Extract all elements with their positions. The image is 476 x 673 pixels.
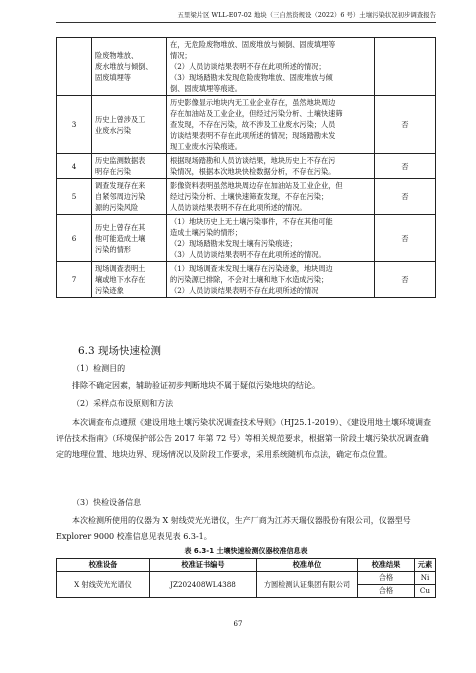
finding-cell [167, 38, 375, 96]
table-row [57, 215, 436, 262]
criterion-cell-line: 污染迹象 [95, 286, 124, 295]
criterion-cell [92, 179, 167, 215]
criterion-cell-line: 历史上曾存在其 [95, 222, 146, 232]
finding-cell-line: 影像资料表明虽然地块周边存在加油站及工业企业，但 [170, 181, 343, 190]
element-cell: Ni [415, 572, 436, 585]
page-header: 五里梁片区 WLL-E07-02 地块（三自然资规设（2022）6 号）土壤污染状况初步调查报告 [177, 11, 436, 19]
col-header-cert: 校准证书编号 [150, 559, 257, 572]
table-row [57, 154, 436, 179]
criterion-cell-line: 废水堆放与倾倒、 [95, 62, 153, 71]
result-cell: 合格 [358, 572, 415, 585]
answer-cell: 否 [375, 154, 436, 179]
criterion-cell-line: 固废填埋等 [95, 73, 131, 82]
row-number: 4 [57, 154, 92, 179]
row-number: 6 [57, 215, 92, 262]
finding-cell-line: （1）地块历史上无土壤污染事件，不存在其他可能 [170, 217, 333, 226]
criterion-cell-line: 调查发现存在来 [95, 181, 146, 190]
criterion-cell [92, 215, 167, 262]
finding-cell-line: 染情况，根据本次地块快检数据分析，不存在污染。 [170, 167, 336, 176]
table-row [57, 96, 436, 154]
header-rule [56, 22, 436, 23]
finding-cell-line: 倒、固废填埋等痕迹。 [170, 84, 242, 93]
criterion-cell [92, 38, 167, 96]
cert-cell: JZ202408WL4388 [150, 572, 257, 598]
col-header-result: 校准结果 [358, 559, 415, 572]
row-number: 7 [57, 262, 92, 298]
paragraph-device-heading: （3）快检设备信息 [72, 498, 142, 507]
finding-cell-line: 情况； [170, 51, 192, 60]
answer-cell: 否 [375, 179, 436, 215]
paragraph-purpose: 排除不确定因素，辅助验证初步判断地块不属于疑似污染地块的结论。 [72, 381, 320, 390]
criterion-cell-line: 他可能造成土壤 [95, 233, 146, 243]
criterion-cell [92, 96, 167, 154]
criteria-table [56, 37, 436, 298]
answer-cell: 否 [375, 215, 436, 262]
criterion-cell-line: 险废物堆放、 [95, 51, 139, 60]
finding-cell [167, 262, 375, 298]
finding-cell-line: 经过污染分析、土壤快速筛查发现，不存在污染； [170, 192, 329, 201]
finding-cell-line: （2）人员访谈结果表明不存在此项所述的情况； [170, 62, 326, 71]
answer-cell [375, 38, 436, 96]
paragraph-device: 本次检测所使用的仪器为 X 射线荧光光谱仪，生产厂商为江苏天瑞仪器股份有限公司，仪器型号 Explorer 9000 校准信息见表见表 6.3-1。 [56, 516, 411, 541]
finding-cell-line: 查发现，不存在污染，故不涉及工业废水污染；人员 [170, 120, 336, 129]
finding-cell-line: 人员访谈结果表明不存在此项所述的情况。 [170, 203, 307, 212]
element-cell: Cu [415, 585, 436, 598]
table-row [57, 572, 436, 585]
finding-cell-line: （2）现场踏勘未发现土壤有污染痕迹； [170, 239, 297, 248]
paragraph-purpose-heading: （1）检测目的 [72, 364, 126, 373]
criterion-cell-line: 历史上曾涉及工 [95, 114, 146, 124]
paragraph-sampling-heading: （2）采样点布设原则和方法 [72, 399, 174, 408]
col-header-unit: 校准单位 [257, 559, 358, 572]
table-row [57, 179, 436, 215]
criterion-cell-line: 源的污染风险 [95, 203, 139, 212]
unit-cell: 方圆检测认证集团有限公司 [257, 572, 358, 598]
row-number: 3 [57, 96, 92, 154]
result-cell: 合格 [358, 585, 415, 598]
criterion-cell-line: 明存在污染 [95, 167, 131, 176]
finding-cell-line: 的污染源已排除，不会对土壤和地下水造成污染； [170, 275, 329, 284]
finding-cell-line: 访谈结果表明不存在此项所述的情况；现场踏勘未发 [170, 131, 336, 140]
finding-cell [167, 215, 375, 262]
criterion-cell-line: 自紧邻周边污染 [95, 192, 146, 201]
finding-cell-line: 在，无危险废物堆放、固废堆放与倾倒、固废填埋等 [170, 40, 336, 49]
paragraph-sampling: 本次调查布点遵照《建设用地土壤污染状况调查技术导则》（HJ25.1-2019）、《建设用地土壤环境调查评估技术指南》（环境保护部公告 2017 年第 72 号）等相关规范要求，根据第一阶段土壤污染状况调查确定的地理位置、地块边界、现场情况以及阶段工作要求，采用系统随机布点法，确定布点位置。 [56, 418, 432, 459]
page-number: 67 [233, 620, 243, 628]
finding-cell-line: 历史影像显示地块内无工业企业存在，虽然地块周边 [170, 98, 336, 107]
finding-cell [167, 179, 375, 215]
table-row [57, 38, 436, 96]
finding-cell-line: 现工业废水污染痕迹。 [170, 142, 242, 151]
calibration-table [56, 558, 436, 598]
finding-cell-line: （3）人员访谈结果表明不存在此项所述的情况。 [170, 250, 326, 259]
finding-cell [167, 154, 375, 179]
answer-cell: 否 [375, 262, 436, 298]
row-number [57, 38, 92, 96]
finding-cell-line: （1）现场调查未发现土壤存在污染迹象，地块周边 [170, 264, 333, 273]
criterion-cell-line: 污染的情形 [95, 244, 131, 254]
col-header-device: 校准设备 [57, 559, 150, 572]
criterion-cell-line: 业废水污染 [95, 125, 131, 135]
table-caption: 表 6.3-1 土壤快速检测仪器校准信息表 [184, 547, 308, 555]
criterion-cell-line: 历史监测数据表 [95, 156, 146, 165]
criterion-cell [92, 262, 167, 298]
table-row [57, 262, 436, 298]
criterion-cell [92, 154, 167, 179]
criterion-cell-line: 壤或地下水存在 [95, 275, 146, 284]
finding-cell-line: 根据现场踏勘和人员访谈结果，地块历史上不存在污 [170, 156, 336, 165]
col-header-element: 元素 [415, 559, 436, 572]
finding-cell-line: （2）人员访谈结果表明不存在此项所述的情况 [170, 286, 319, 295]
finding-cell-line: 存在加油站及工业企业，但经过污染分析、土壤快速筛 [170, 109, 343, 118]
finding-cell-line: （3）现场踏勘未发现危险废物堆放、固废堆放与倾 [170, 73, 333, 82]
finding-cell [167, 96, 375, 154]
answer-cell: 否 [375, 96, 436, 154]
finding-cell-line: 造成土壤污染的情形； [170, 228, 242, 237]
criterion-cell-line: 现场调查表明土 [95, 264, 146, 273]
section-title: 6.3 现场快速检测 [78, 345, 162, 357]
row-number: 5 [57, 179, 92, 215]
device-cell: X 射线荧光光谱仪 [57, 572, 150, 598]
